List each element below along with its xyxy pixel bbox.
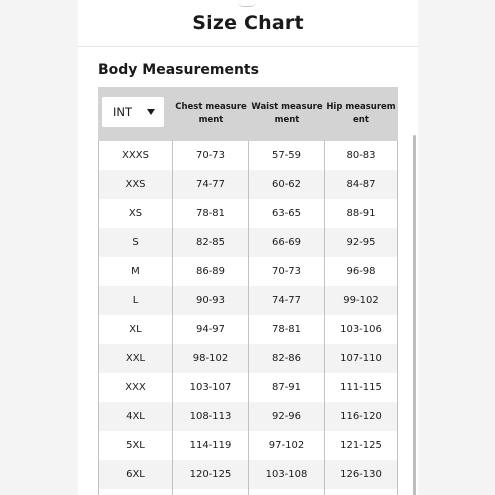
table-row <box>98 141 398 170</box>
hip-cell: 107-110 <box>324 344 398 373</box>
chest-cell: 114-119 <box>172 431 248 460</box>
table-row <box>98 170 398 199</box>
size-cell: XXX <box>98 373 172 402</box>
waist-cell: 63-65 <box>248 199 324 228</box>
column-header-waist: Waist measure ment <box>251 102 323 125</box>
size-cell: L <box>98 286 172 315</box>
waist-cell: 60-62 <box>248 170 324 199</box>
header-bar <box>78 0 418 47</box>
size-cell: XL <box>98 315 172 344</box>
size-cell: XS <box>98 199 172 228</box>
table-row <box>98 373 398 402</box>
waist-cell: 97-102 <box>248 431 324 460</box>
size-cell: 5XL <box>98 431 172 460</box>
hip-cell: 121-125 <box>324 431 398 460</box>
caret-down-icon <box>147 109 155 115</box>
size-cell: 6XL <box>98 460 172 489</box>
backdrop-right <box>418 0 495 495</box>
chest-cell: 78-81 <box>172 199 248 228</box>
waist-cell: 82-86 <box>248 344 324 373</box>
chest-cell: 86-89 <box>172 257 248 286</box>
size-table-body[interactable] <box>98 141 398 495</box>
hip-cell: 84-87 <box>324 170 398 199</box>
hip-cell: 80-83 <box>324 141 398 170</box>
table-row <box>98 257 398 286</box>
table-header-row <box>98 87 398 141</box>
waist-cell: 74-77 <box>248 286 324 315</box>
chest-cell: 103-107 <box>172 373 248 402</box>
table-row <box>98 315 398 344</box>
page-title: Size Chart <box>192 12 304 34</box>
size-cell <box>98 489 172 495</box>
waist-cell: 103-108 <box>248 460 324 489</box>
chest-cell <box>172 489 248 495</box>
table-row <box>98 431 398 460</box>
table-row <box>98 199 398 228</box>
backdrop-left <box>0 0 78 495</box>
hip-cell: 126-130 <box>324 460 398 489</box>
waist-cell: 78-81 <box>248 315 324 344</box>
chest-cell: 108-113 <box>172 402 248 431</box>
waist-cell: 70-73 <box>248 257 324 286</box>
chest-cell: 70-73 <box>172 141 248 170</box>
unit-select[interactable] <box>102 97 164 127</box>
chest-cell: 94-97 <box>172 315 248 344</box>
size-cell: S <box>98 228 172 257</box>
column-header-hip: Hip measurem ent <box>326 102 396 125</box>
table-row <box>98 460 398 489</box>
waist-cell: 66-69 <box>248 228 324 257</box>
chest-cell: 74-77 <box>172 170 248 199</box>
waist-cell: 92-96 <box>248 402 324 431</box>
sheet-handle[interactable] <box>238 2 256 7</box>
column-header-chest: Chest measure ment <box>175 102 247 125</box>
hip-cell <box>324 489 398 495</box>
chest-cell: 90-93 <box>172 286 248 315</box>
table-row <box>98 286 398 315</box>
size-cell: XXS <box>98 170 172 199</box>
table-row <box>98 489 398 495</box>
hip-cell: 88-91 <box>324 199 398 228</box>
hip-cell: 99-102 <box>324 286 398 315</box>
waist-cell <box>248 489 324 495</box>
scrollbar[interactable] <box>413 135 416 495</box>
table-row <box>98 344 398 373</box>
size-cell: M <box>98 257 172 286</box>
waist-cell: 87-91 <box>248 373 324 402</box>
size-cell: 4XL <box>98 402 172 431</box>
waist-cell: 57-59 <box>248 141 324 170</box>
hip-cell: 92-95 <box>324 228 398 257</box>
hip-cell: 111-115 <box>324 373 398 402</box>
hip-cell: 103-106 <box>324 315 398 344</box>
table-row <box>98 228 398 257</box>
size-chart-panel <box>78 47 418 495</box>
chest-cell: 120-125 <box>172 460 248 489</box>
table-row <box>98 402 398 431</box>
section-title: Body Measurements <box>98 62 259 78</box>
unit-select-value: INT <box>113 105 133 119</box>
size-cell: XXXS <box>98 141 172 170</box>
chest-cell: 98-102 <box>172 344 248 373</box>
size-cell: XXL <box>98 344 172 373</box>
hip-cell: 116-120 <box>324 402 398 431</box>
chest-cell: 82-85 <box>172 228 248 257</box>
hip-cell: 96-98 <box>324 257 398 286</box>
